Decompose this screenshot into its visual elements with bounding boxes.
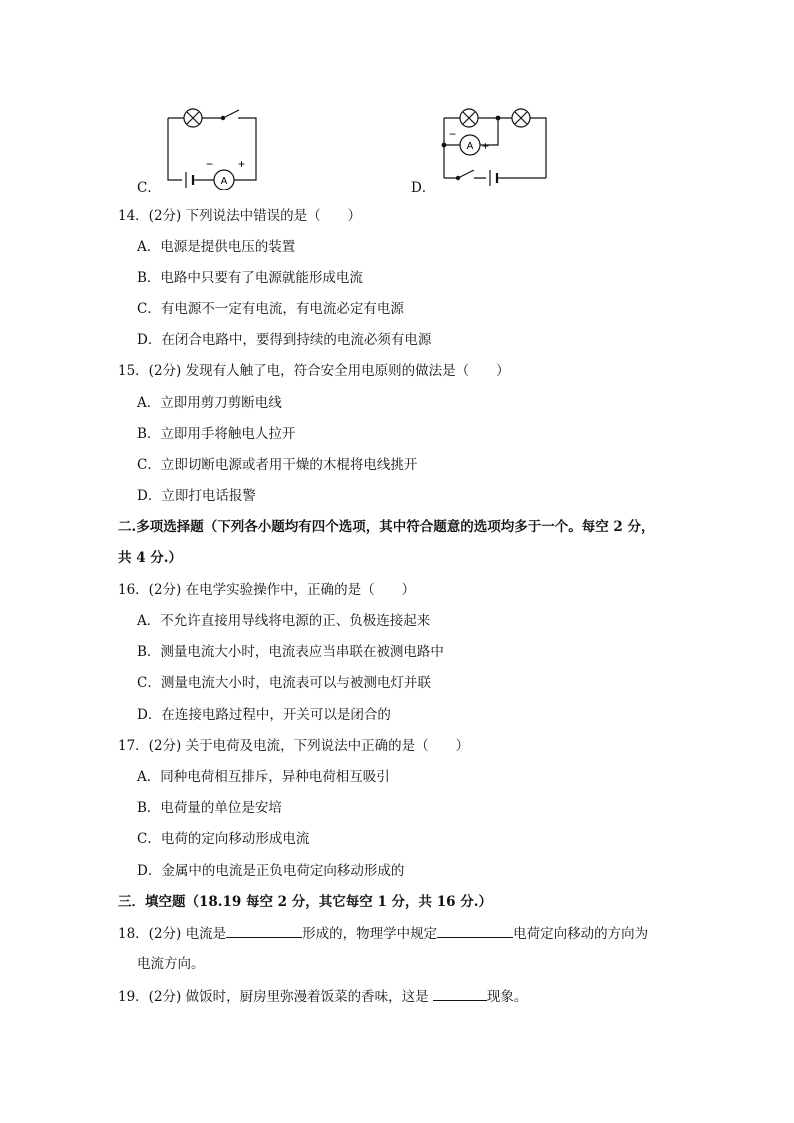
question-18-text-3: 电荷定向移动的方向为 [513, 926, 649, 942]
question-19-text-2: 现象。 [486, 989, 528, 1005]
question-15-option-d: D．立即打电话报警 [137, 488, 256, 504]
question-17-option-d: D．金属中的电流是正负电荷定向移动形成的 [137, 863, 405, 879]
ammeter-label-c: A [220, 176, 228, 187]
section-2-heading-line1: 二.多项选择题（下列各小题均有四个选项，其中符合题意的选项均多于一个。每空 2 分， [118, 519, 655, 535]
minus-sign-d: − [449, 127, 457, 141]
option-d-label: D． [411, 180, 436, 196]
question-16-option-b: B．测量电流大小时，电流表应当串联在被测电路中 [137, 644, 444, 660]
ammeter-label-d: A [466, 141, 474, 152]
question-15-option-b: B．立即用手将触电人拉开 [137, 426, 296, 442]
question-19-text-1: 19．(2分) 做饭时，厨房里弥漫着饭菜的香味，这是 [118, 989, 433, 1005]
option-c-label: C． [137, 180, 161, 196]
section-3-heading: 三．填空题（18.19 每空 2 分，其它每空 1 分，共 16 分.） [118, 894, 492, 910]
question-14-option-c: C．有电源不一定有电流，有电流必定有电源 [137, 301, 404, 317]
question-16-stem: 16．(2分) 在电学实验操作中，正确的是（ ） [118, 582, 416, 598]
question-19-line [118, 986, 527, 1007]
question-15-stem: 15．(2分) 发现有人触了电，符合安全用电原则的做法是（ ） [118, 363, 510, 379]
question-18-text-1: 18．(2分) 电流是 [118, 926, 227, 942]
section-2-heading-line2: 共 4 分.） [118, 550, 182, 566]
question-16-option-a: A．不允许直接用导线将电源的正、负极连接起来 [137, 613, 431, 629]
question-14-option-a: A．电源是提供电压的装置 [137, 239, 296, 255]
circuit-diagram-d [436, 100, 552, 190]
question-18-blank-1[interactable] [226, 923, 302, 938]
question-16-option-d: D．在连接电路过程中，开关可以是闭合的 [137, 707, 391, 723]
question-18-blank-2[interactable] [437, 923, 513, 938]
question-17-option-a: A．同种电荷相互排斥，异种电荷相互吸引 [137, 769, 390, 785]
circuit-diagram-c [160, 104, 264, 190]
question-14-stem: 14．(2分) 下列说法中错误的是（ ） [118, 208, 362, 224]
plus-sign-d: + [482, 139, 490, 153]
question-18-line1 [118, 923, 648, 944]
question-17-stem: 17．(2分) 关于电荷及电流，下列说法中正确的是（ ） [118, 738, 470, 754]
question-15-option-a: A．立即用剪刀剪断电线 [137, 395, 282, 411]
plus-sign-c: + [238, 157, 246, 171]
question-14-option-d: D．在闭合电路中，要得到持续的电流必须有电源 [137, 332, 432, 348]
minus-sign-c: − [206, 157, 214, 171]
question-14-option-b: B．电路中只要有了电源就能形成电流 [137, 270, 363, 286]
question-18-line2: 电流方向。 [137, 956, 205, 972]
question-18-text-2: 形成的，物理学中规定 [302, 926, 438, 942]
question-15-option-c: C．立即切断电源或者用干燥的木棍将电线挑开 [137, 457, 418, 473]
question-17-option-b: B．电荷量的单位是安培 [137, 800, 282, 816]
question-19-blank[interactable] [433, 986, 487, 1001]
question-17-option-c: C．电荷的定向移动形成电流 [137, 831, 310, 847]
question-16-option-c: C．测量电流大小时，电流表可以与被测电灯并联 [137, 675, 431, 691]
circuit-diagrams-row [0, 96, 794, 196]
